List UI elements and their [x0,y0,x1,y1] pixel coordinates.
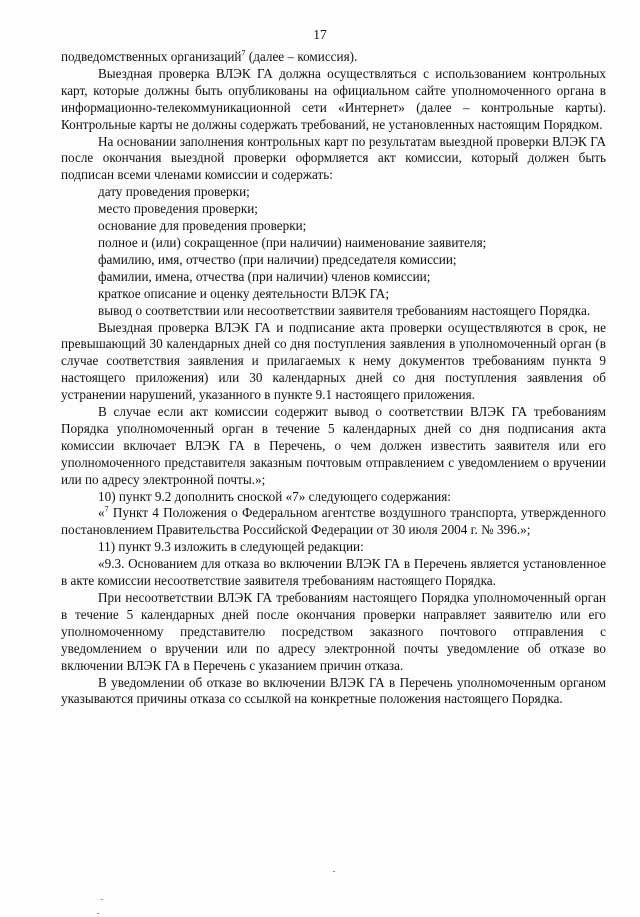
list-item: место проведения проверки; [98,201,258,217]
list-item: основание для проведения проверки; [98,218,307,234]
scan-speck [97,913,99,914]
footnote-reference: 7 [241,48,246,58]
paragraph: В случае если акт комиссии содержит вывод о соответствии ВЛЭК ГА требованиям Порядка уполномоченный орган в течение 5 календарных дней со дня подписания акта комиссии включает ВЛЭК ГА в Перечень, о чем должен известить заявителя или его уполномоченного представителя заказным почтовым отправлением с уведомлением о вручении или по адресу электронной почты.»; [61,404,606,487]
paragraph-continuation [61,49,606,66]
paragraph-text: « [98,505,105,521]
list-item: фамилии, имена, отчества (при наличии) членов комиссии; [98,268,431,284]
paragraph: Выездная проверка ВЛЭК ГА должна осуществляться с использованием контрольных карт, которые должны быть опубликованы на официальном сайте уполномоченного органа в информационно-телекоммуникационной сети «Интернет» (далее – контрольные карты). Контрольные карты не должны содержать требований, не установленных настоящим Порядком. [61,65,606,132]
page-number: 17 [313,27,327,42]
footnote-paragraph [61,505,606,539]
list-item: дату проведения проверки; [98,184,250,200]
scan-speck [333,871,335,872]
footnote-reference: 7 [104,505,109,515]
paragraph-text: (далее – комиссия). [245,49,358,64]
document-body [61,49,606,708]
list-item: краткое описание и оценку деятельности ВЛЭК ГА; [98,285,389,301]
scan-speck [101,899,103,900]
paragraph: На основании заполнения контрольных карт по результатам выездной проверки ВЛЭК ГА после окончания выездной проверки оформляется акт комиссии, который должен быть подписан всеми членами комиссии и содержать: [61,133,606,183]
paragraph: 11) пункт 9.3 изложить в следующей редакции: [98,539,364,555]
paragraph: вывод о соответствии или несоответствии заявителя требованиям настоящего Порядка. [98,302,591,318]
paragraph: В уведомлении об отказе во включении ВЛЭК ГА в Перечень уполномоченным органом указываются причины отказа со ссылкой на конкретные положения настоящего Порядка. [61,674,606,707]
paragraph: При несоответствии ВЛЭК ГА требованиям настоящего Порядка уполномоченный орган в течение 5 календарных дней после окончания проверки направляет заявителю или его уполномоченному представителю посредством заказного почтового отправления с уведомлением о вручении или по адресу электронной почты уведомление об отказе во включении ВЛЭК ГА в Перечень с указанием причин отказа. [61,590,606,673]
list-item: полное и (или) сокращенное (при наличии) наименование заявителя; [98,234,487,250]
paragraph: 10) пункт 9.2 дополнить сноской «7» следующего содержания: [98,488,451,504]
list-item: фамилию, имя, отчество (при наличии) председателя комиссии; [98,251,457,267]
paragraph: Выездная проверка ВЛЭК ГА и подписание акта проверки осуществляются в срок, не превышающий 30 календарных дней со дня поступления заявления в уполномоченный орган (в случае соответствия заявления и прилагаемых к нему документов требованиям пункта 9 настоящего приложения) или 30 календарных дней со дня поступления заявления об устранении нарушений, указанного в пункте 9.1 настоящего приложения. [61,319,606,403]
paragraph-text: подведомственных организаций [61,49,242,64]
paragraph: «9.3. Основанием для отказа во включении ВЛЭК ГА в Перечень является установленное в акте комиссии несоответствие заявителя требованиям настоящего Порядка. [61,556,606,589]
paragraph-text: Пункт 4 Положения о Федеральном агентстве воздушного транспорта, утвержденного постановлением Правительства Российской Федерации от 30 июля 2004 г. № 396.»; [61,505,606,538]
